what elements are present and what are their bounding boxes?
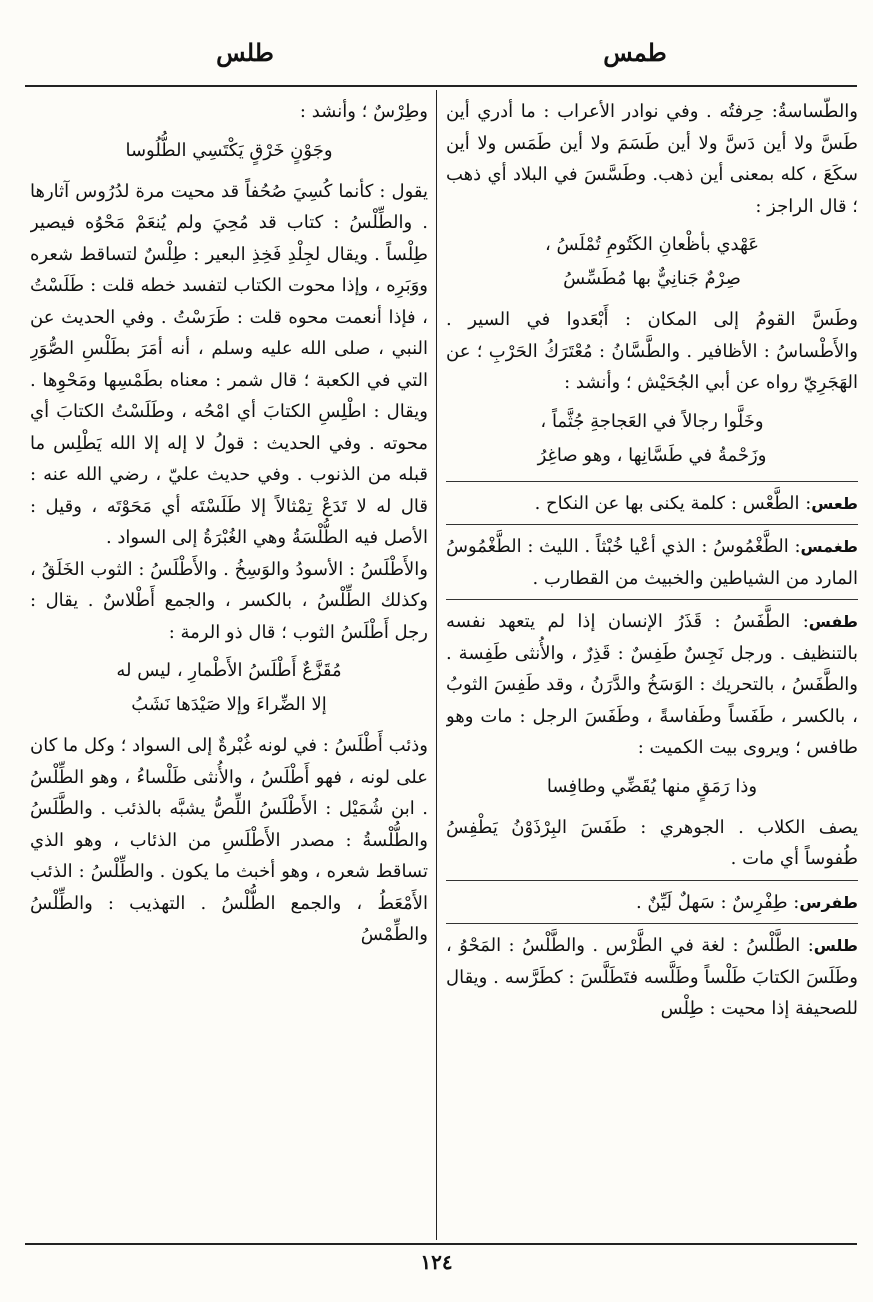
verse-line: وزَحْمةُ في طَسَّانِها ، وهو صاغِرُ [537, 444, 767, 466]
page-number: ١٢٤ [420, 1250, 453, 1274]
verse-line: إلا الضِّراءَ وإلا صَيْدَها نَشَبُ [131, 694, 327, 715]
verse-line: مُقَزَّعٌ أَطْلَسُ الأَطْمارِ ، ليس له [116, 660, 342, 681]
entry-paragraph [30, 554, 428, 649]
verse-line: وجَوْنٍ خَرْقٍ يَكْتَسِي الطُّلُوسا [125, 139, 333, 161]
verse-block [446, 770, 858, 804]
verse-block [30, 134, 428, 168]
column-divider [436, 90, 437, 1240]
header-right-word: طمس [603, 38, 667, 67]
entry-separator [446, 880, 858, 881]
verse-line: وذا رَمَقٍ منها يُقَضِّي وطافِسا [546, 775, 758, 797]
entry-paragraph [30, 96, 428, 128]
entry-headword: طلس [813, 936, 858, 955]
entry-text: : الطَّلْسُ : لغة في الطَّرْس . والطَّلْسُ : المَحْوُ ، وطَلَسَ الكتابَ طَلْساً وطَلَّسه فتَطَلَّسَ : كطَرَّسه . ويقال للصحيفة إذا محيت : طِلْس [446, 935, 858, 1019]
entry-paragraph [446, 812, 858, 875]
entry-paragraph [446, 304, 858, 399]
right-column [446, 96, 858, 1236]
verse-line: عَهْدي بأظْعانِ الكَتُومِ تُمْلَسُ ، [544, 234, 760, 255]
page-header [0, 38, 873, 78]
verse-line: وخَلَّوا رجالاً في العَجاجةِ جُثَّماً ، [540, 410, 764, 432]
top-rule [25, 85, 857, 87]
bottom-rule [25, 1243, 857, 1245]
entry-text: : طِفْرِسٌ : سَهلٌ لَيِّنٌ . [635, 891, 800, 913]
entry-separator [446, 923, 858, 924]
entry-text: : الطَّعْس : كلمة يكنى بها عن النكاح . [534, 492, 812, 514]
entry-text: والطّساسةُ: حِرفتُه . وفي نوادر الأعراب : ما أدري أين طَسَّ ولا أين دَسَّ ولا أين طَسَمَ ولا أين طَمَس ولا أين سكَعَ ، كله بمعنى أين ذهب. وطَسَّسَ في البلاد أي ذهب ؛ قال الراجز : [446, 101, 858, 217]
header-left-word: طلس [216, 38, 274, 67]
entry-text: يقول : كأنما كُسِيَ صُحُفاً قد محيت مرة لدُرُوس آثارها . والطِّلْسُ : كتاب قد مُحِيَ ولم يُنعَمْ مَحْوُه فيصير طِلْساً . ويقال لجِلْدِ فَخِذِ البعير : طِلْسٌ لتساقط شعره ووَبَرِه ، وإذا محوت الكتاب لتفسد خطه قلت : طَلَسْتُ ، فإذا أنعمت محوه قلت : طَرَسْتُ . وفي الحديث عن النبي ، صلى الله عليه وسلم ، أنه أمَرَ بطَلْسِ الصُّوَرِ التي في الكعبة ؛ قال شمر : معناه بطَمْسِها ومَحْوِها . ويقال : اطْلِسِ الكتابَ أي امْحُه ، وطَلَسْتُ الكتابَ أي محوته . وفي الحديث : قولُ لا إله إلا الله يَطْلِس ما قبله من الذنوب . وفي حديث عليّ ، رضي الله عنه : قال له لا تَدَعْ تِمْثالاً إلا طَلَسْتَه أي مَحَوْتَه ، وقيل : الأصل فيه الطُّلْسَةُ وهي الغُبْرَةُ إلى السواد . [30, 180, 428, 548]
entry-text: يصف الكلاب . الجوهري : طَفَسَ البِرْذَوْنُ يَطْفِسُ طُفوساً أي مات . [446, 816, 858, 869]
entry-text: : الطَّفَسُ : قَذَرُ الإنسان إذا لم يتعهد نفسه بالتنظيف . ورجل نَجِسٌ طَفِسٌ : قَذِرٌ ، والأُنثى طَفِسة . والطَّفَسُ ، بالتحريك : الوَسَخُ والدَّرَنُ ، وقد طَفِسَ الثوبُ ، بالكسر ، طَفَساً وطَفاسةً ، وطَفَسَ الرجل : مات وهو طافس ؛ ويروى بيت الكميت : [446, 611, 858, 758]
entry-separator [446, 599, 858, 600]
entry-paragraph [30, 730, 428, 951]
entry-headword: طغمس [800, 537, 858, 556]
entry-headword: طفس [808, 612, 858, 631]
verse-block [446, 405, 858, 473]
entry-text: وذئب أَطْلَسُ : في لونه غُبْرةٌ إلى السواد ؛ وكل ما كان على لونه ، فهو أَطْلَسُ ، والأُنثى طَلْساءُ ، وهو الطِّلْسُ . ابن شُمَيْل : الأَطْلَسُ اللِّصُّ يشبَّه بالذئب . والطَّلَسُ والطُّلْسةُ : مصدر الأَطْلَسِ من الذئاب ، وهو الذي تساقط شعره ، وهو أخبث ما يكون . والطِّلْسُ : الذئب الأَمْعَطُ ، والجمع الطُّلْسُ . التهذيب : والطِّلْسُ والطِّمْسُ [30, 735, 428, 945]
entry-headword: طعس [811, 493, 858, 513]
verse-block [446, 228, 858, 296]
entry-text: : الطَّغْمُوسُ : الذي أعْيا خُبْثاً . الليث : الطَّغْمُوسُ المارد من الشياطين والخبيث من القطارب . [446, 536, 858, 589]
entry-paragraph [446, 96, 858, 222]
entry-text: وطَسَّ القومُ إلى المكان : أَبْعَدوا في السير . والأَطْساسُ : الأظافير . والطَّسَّانُ : مُعْتَرَكُ الحَرْبِ ؛ عن الهَجَرِيّ رواه عن أبي الجُحَيْش ؛ وأنشد : [446, 309, 858, 393]
verse-line: صِرْمٌ جَنانِيٌّ بها مُطَسِّسُ [563, 268, 741, 289]
left-column [30, 96, 428, 1236]
entry-separator [446, 524, 858, 525]
entry-text: والأَطْلَسُ : الأسودُ والوَسِخُ . والأَطْلَسُ : الثوب الخَلَقُ ، وكذلك الطِّلْسُ ، بالكسر ، والجمع أَطْلاسٌ . يقال : رجل أَطْلَسُ الثوب ؛ قال ذو الرمة : [30, 558, 428, 643]
entry-paragraph [446, 488, 858, 520]
entry-paragraph [446, 887, 858, 919]
entry-paragraph [446, 606, 858, 764]
entry-text: وطِرْسٌ ؛ وأنشد : [299, 101, 428, 122]
verse-block [30, 654, 428, 722]
entry-paragraph [446, 531, 858, 594]
entry-headword: طفرس [799, 892, 858, 912]
entry-paragraph [30, 176, 428, 554]
entry-paragraph [446, 930, 858, 1025]
entry-separator [446, 481, 858, 482]
